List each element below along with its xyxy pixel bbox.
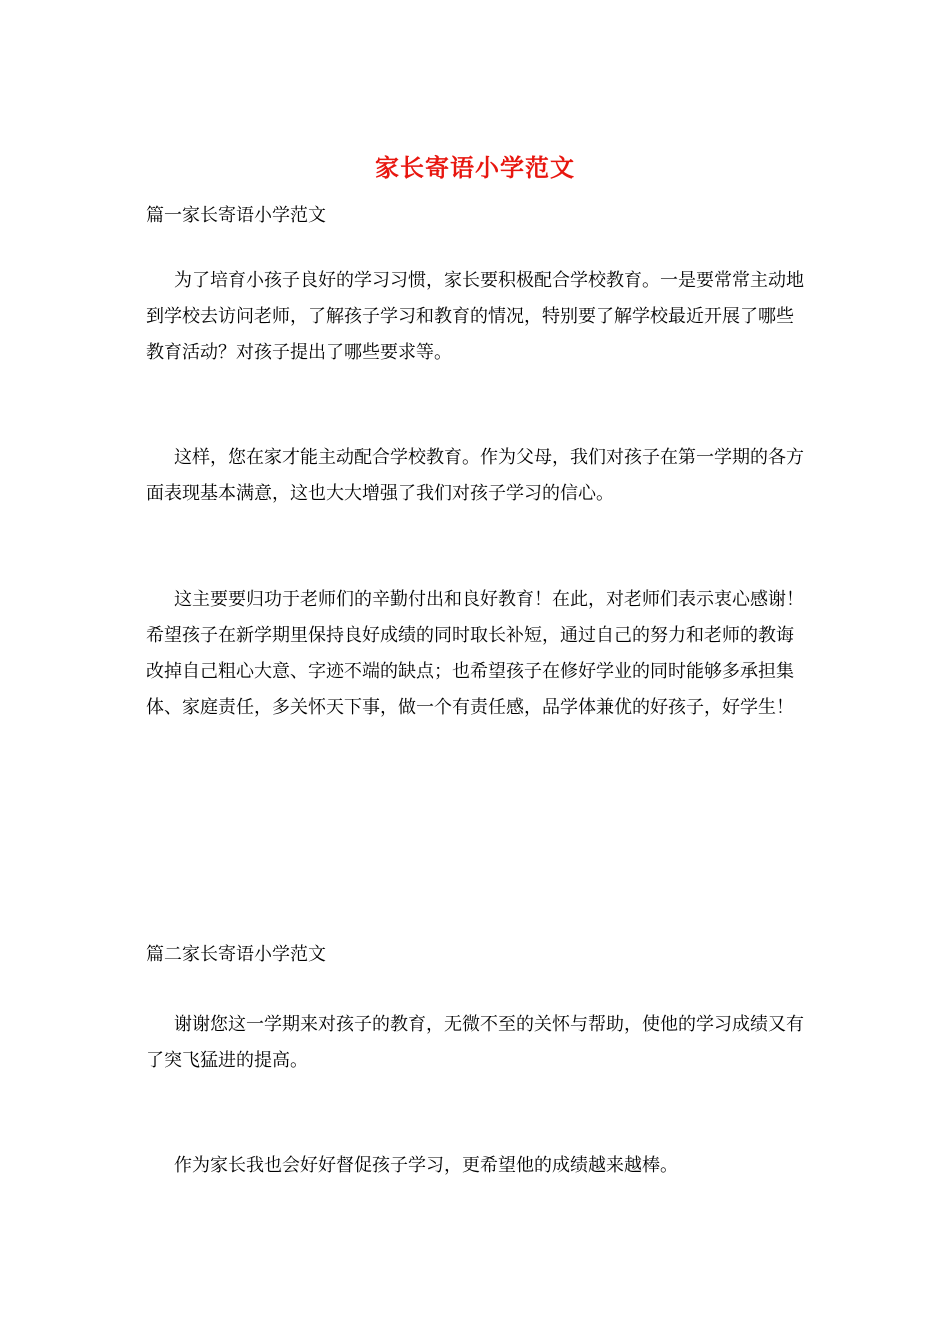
section-2-paragraph-2: 作为家长我也会好好督促孩子学习，更希望他的成绩越来越棒。: [174, 1155, 678, 1176]
section-1-paragraph-1: 为了培育小孩子良好的学习习惯，家长要积极配合学校教育。一是要常常主动地到学校去访问老师，了解孩子学习和教育的情况，特别要了解学校最近开展了哪些教育活动？对孩子提出了哪些要求等。: [146, 270, 804, 363]
section-1-paragraph-3: 这主要要归功于老师们的辛勤付出和良好教育！在此，对老师们表示衷心感谢！希望孩子在新学期里保持良好成绩的同时取长补短，通过自己的努力和老师的教诲改掉自己粗心大意、字迹不端的缺点；也希望孩子在修好学业的同时能够多承担集体、家庭责任，多关怀天下事，做一个有责任感，品学体兼优的好孩子，好学生！: [146, 589, 804, 718]
document-title: 家长寄语小学范文: [375, 153, 575, 182]
section-heading-2: 篇二家长寄语小学范文: [146, 944, 326, 965]
section-2-paragraph-1: 谢谢您这一学期来对孩子的教育，无微不至的关怀与帮助，使他的学习成绩又有了突飞猛进的提高。: [146, 1014, 804, 1071]
section-1-paragraph-2: 这样，您在家才能主动配合学校教育。作为父母，我们对孩子在第一学期的各方面表现基本满意，这也大大增强了我们对孩子学习的信心。: [146, 447, 804, 504]
section-heading-1: 篇一家长寄语小学范文: [146, 205, 326, 226]
